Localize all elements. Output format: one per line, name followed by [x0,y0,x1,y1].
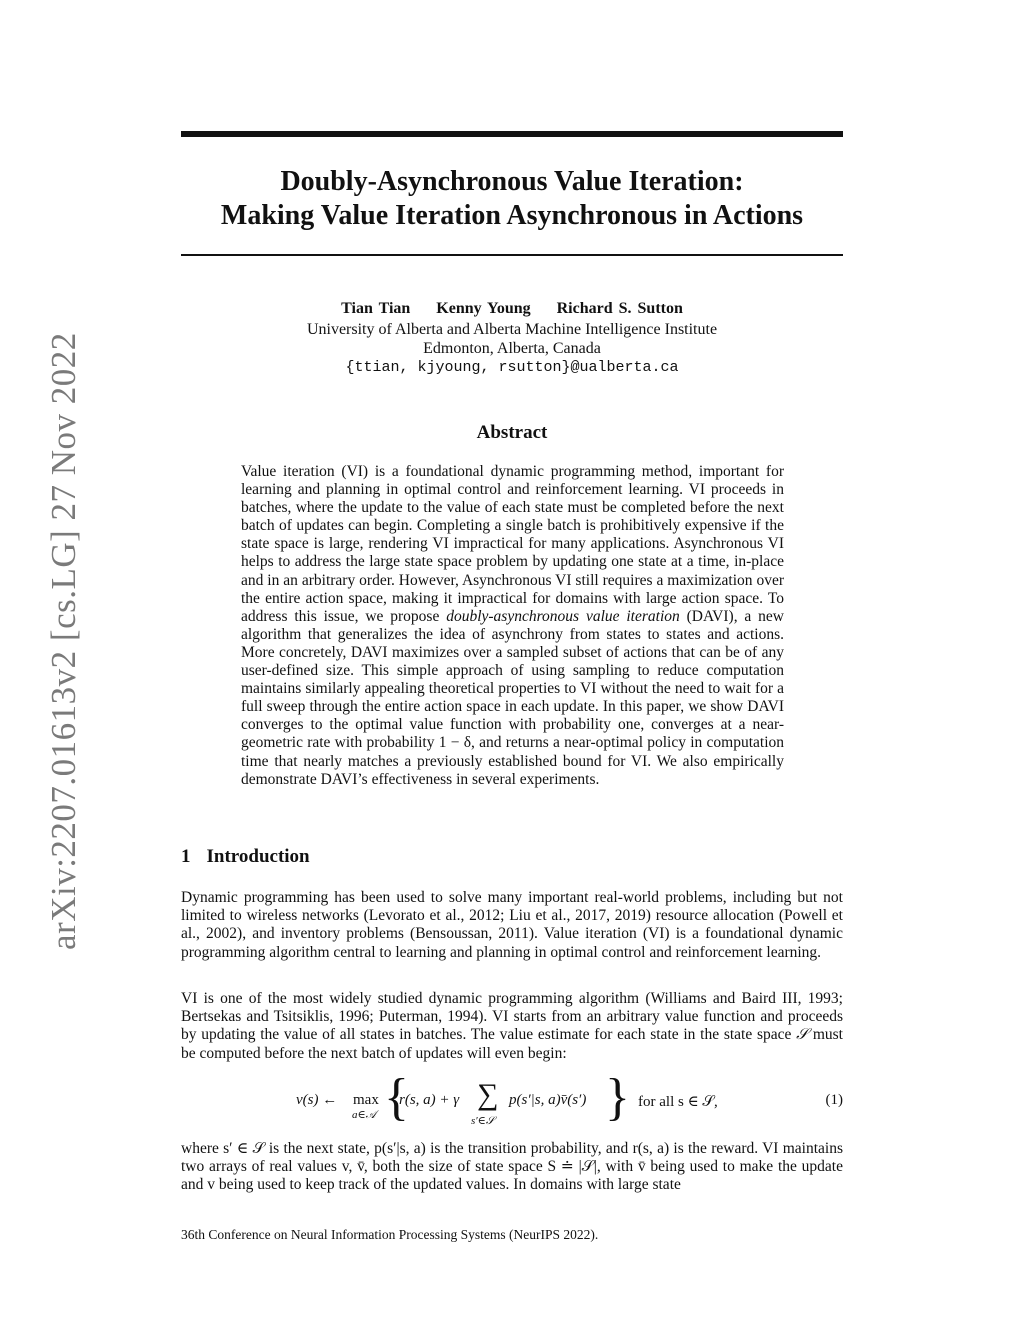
author-2: Kenny Young [436,300,531,317]
arxiv-stamp: arXiv:2207.01613v2 [cs.LG] 27 Nov 2022 [44,332,83,950]
author-3: Richard S. Sutton [556,300,683,317]
section-title: Introduction [206,846,310,867]
abstract-heading: Abstract [476,422,548,443]
equation-1 [181,1070,843,1130]
eq-sum-subscript: s′∈𝒮 [471,1115,495,1127]
affiliation-location: Edmonton, Alberta, Canada [423,340,601,357]
title-top-rule [181,131,843,137]
title-line-2: Making Value Iteration Asynchronous in Actions [220,200,804,231]
title-line-1: Doubly-Asynchronous Value Iteration: [280,166,744,197]
title-bottom-rule [181,254,843,256]
eq-reward-term: r(s, a) + γ [399,1092,460,1108]
eq-condition: for all s ∈ 𝒮, [638,1094,718,1110]
abstract-body [241,463,784,789]
eq-sum-symbol: ∑ [477,1078,499,1111]
eq-number: (1) [825,1092,843,1108]
intro-paragraph-2-b: must be computed before the next batch of updates will even begin: [181,1026,843,1062]
eq-left-brace: { [384,1069,409,1126]
eq-max-subscript: a∈𝒜 [352,1109,377,1121]
author-emails: {ttian, kjyoung, rsutton}@ualberta.ca [345,359,679,376]
conference-footer: 36th Conference on Neural Information Processing Systems (NeurIPS 2022). [181,1227,599,1242]
section-number: 1 [181,846,191,867]
author-list [181,300,843,318]
intro-paragraph-2-a: VI is one of the most widely studied dynamic programming algorithm (Williams and Baird III, 1993; Bertsekas and Tsitsiklis, 1996; Puterman, 1994). VI starts from an arbitrary value function and proceeds by updating the value of all states in batches. The value estimate for each state in the state space [181,990,843,1044]
eq-transition-term: p(s′|s, a)v̄(s′) [509,1092,587,1108]
abstract-text-1: Value iteration (VI) is a foundational dynamic programming method, important for learning and planning in optimal control and reinforcement learning. VI proceeds in batches, where the update to the value of each state must be completed before the next batch of updates can begin. Completing a single batch is prohibitively expensive if the state space is large, rendering VI impractical for many applications. Asynchronous VI helps to address the large state space problem by updating one state at a time, in-place and in an arbitrary order. However, Asynchronous VI still requires a maximization over the entire action space, making it impractical for domains with large action space. To address this issue, we propose [241,463,784,625]
eq-lhs: v(s) ← [296,1092,338,1108]
intro-paragraph-2 [181,990,843,1063]
eq-max: max [353,1092,379,1108]
eq-right-brace: } [605,1069,630,1126]
paper-title [181,165,843,233]
intro-paragraph-3: where s′ ∈ 𝒮 is the next state, p(s′|s, a) is the transition probability, and r(s, a) is the reward. VI maintains two arrays of real values v, v̄, both the size of state space S ≐ |𝒮|, with v̄ being used to make the update and v being used to keep track of the updated values. In domains with large state [181,1140,843,1194]
abstract-text-2: (DAVI), a new algorithm that generalizes the idea of asynchrony from states to states and actions. More concretely, DAVI maximizes over a sampled subset of actions that can be of any user-defined size. This simple approach of using sampling to reduce computation maintains similarly appealing theoretical properties to VI without the need to wait for a full sweep through the entire action space in each update. In this paper, we show DAVI converges to the optimal value function with probability one, converges at a near-geometric rate with probability 1 − δ, and returns a near-optimal policy in computation time that nearly matches a previously established bound for VI. We also empirically demonstrate DAVI’s effectiveness in several experiments. [241,607,784,788]
section-heading [181,846,310,868]
affiliation-institution: University of Alberta and Alberta Machine Intelligence Institute [306,321,718,338]
author-1: Tian Tian [341,300,411,317]
abstract-emphasis: doubly-asynchronous value iteration [446,607,680,625]
intro-paragraph-1: Dynamic programming has been used to solve many important real-world problems, including but not limited to wireless networks (Levorato et al., 2012; Liu et al., 2017, 2019) resource allocation (Powell et al., 2002), and inventory problems (Bensoussan, 2011). Value iteration (VI) is a foundational dynamic programming algorithm central to learning and planning in optimal control and reinforcement learning. [181,889,843,961]
state-space-symbol: 𝒮 [796,1026,809,1044]
